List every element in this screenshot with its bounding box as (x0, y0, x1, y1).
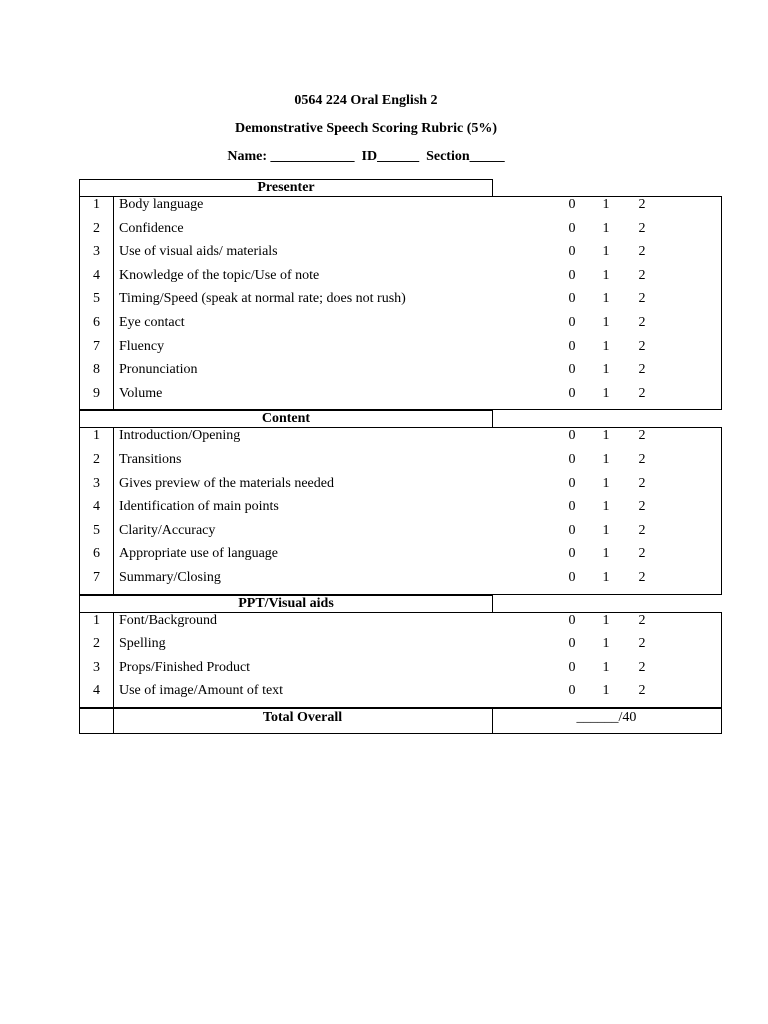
score-option[interactable]: 2 (638, 636, 646, 652)
criterion-label: Fluency (119, 338, 165, 354)
criterion-label: Summary/Closing (119, 569, 221, 585)
criterion-number: 7 (93, 338, 100, 354)
criterion-row (80, 291, 721, 315)
score-option[interactable]: 2 (638, 451, 646, 467)
criterion-label: Identification of main points (119, 499, 279, 515)
criterion-label: Body language (119, 197, 204, 212)
criterion-number: 1 (93, 197, 100, 212)
criterion-number: 2 (93, 636, 100, 652)
section-body (79, 196, 722, 410)
criterion-label: Transitions (119, 451, 182, 467)
score-option[interactable]: 2 (638, 546, 646, 562)
section-title: Content (79, 410, 493, 427)
criterion-row (80, 386, 721, 410)
criterion-label: Use of image/Amount of text (119, 683, 284, 699)
score-option[interactable]: 1 (602, 385, 610, 401)
score-option[interactable]: 2 (638, 683, 646, 699)
criterion-number: 1 (93, 612, 100, 628)
criterion-label: Use of visual aids/ materials (119, 244, 278, 260)
score-option[interactable]: 1 (602, 267, 610, 283)
score-option[interactable]: 0 (568, 314, 576, 330)
criterion-row (80, 523, 721, 547)
criterion-label: Confidence (119, 220, 184, 236)
score-option[interactable]: 0 (568, 291, 576, 307)
section-header (79, 410, 722, 427)
criterion-row (80, 499, 721, 523)
criterion-row (80, 546, 721, 570)
score-option[interactable]: 2 (638, 291, 646, 307)
score-option[interactable]: 1 (602, 522, 610, 538)
score-option[interactable]: 2 (638, 428, 646, 444)
score-option[interactable]: 1 (602, 362, 610, 378)
criterion-number: 4 (93, 499, 100, 515)
score-option[interactable]: 2 (638, 267, 646, 283)
criterion-number: 9 (93, 385, 100, 401)
score-option[interactable]: 1 (602, 338, 610, 354)
section-body (79, 427, 722, 594)
score-option[interactable]: 0 (568, 522, 576, 538)
section-title: PPT/Visual aids (79, 595, 493, 612)
score-option[interactable]: 1 (602, 612, 610, 628)
rubric-title: Demonstrative Speech Scoring Rubric (5%) (234, 121, 498, 136)
score-option[interactable]: 2 (638, 522, 646, 538)
criterion-number: 1 (93, 428, 100, 444)
criterion-number: 6 (93, 546, 100, 562)
score-option[interactable]: 2 (638, 499, 646, 515)
score-option[interactable]: 1 (602, 291, 610, 307)
criterion-label: Eye contact (119, 314, 185, 330)
criterion-label: Props/Finished Product (119, 659, 251, 675)
criterion-label: Clarity/Accuracy (119, 522, 216, 538)
score-option[interactable]: 1 (602, 636, 610, 652)
score-option[interactable]: 1 (602, 451, 610, 467)
criterion-row (80, 362, 721, 386)
criterion-number: 2 (93, 451, 100, 467)
score-option[interactable]: 2 (638, 362, 646, 378)
score-option[interactable]: 2 (638, 314, 646, 330)
criterion-number: 4 (93, 267, 100, 283)
score-option[interactable]: 1 (602, 569, 610, 585)
score-option[interactable]: 1 (602, 244, 610, 260)
total-score-field[interactable]: ______/40 (576, 709, 637, 725)
criterion-row (80, 683, 721, 707)
criterion-row (80, 221, 721, 245)
course-title: 0564 224 Oral English 2 (294, 93, 438, 108)
score-option[interactable]: 2 (638, 385, 646, 401)
criterion-number: 4 (93, 683, 100, 699)
criterion-row (80, 636, 721, 660)
criterion-number: 5 (93, 291, 100, 307)
criterion-number: 3 (93, 659, 100, 675)
criterion-number: 6 (93, 314, 100, 330)
score-option[interactable]: 2 (638, 659, 646, 675)
criterion-row (80, 476, 721, 500)
section-body (79, 612, 722, 708)
score-option[interactable]: 0 (568, 569, 576, 585)
score-option[interactable]: 2 (638, 475, 646, 491)
criterion-label: Pronunciation (119, 362, 198, 378)
criterion-label: Spelling (119, 636, 166, 652)
criterion-label: Volume (119, 385, 163, 401)
score-option[interactable]: 2 (638, 220, 646, 236)
criterion-label: Timing/Speed (speak at normal rate; does not rush) (119, 291, 406, 307)
score-option[interactable]: 0 (568, 385, 576, 401)
score-option[interactable]: 1 (602, 475, 610, 491)
score-option[interactable]: 0 (568, 636, 576, 652)
criterion-row (80, 428, 721, 452)
total-row (79, 708, 722, 734)
score-option[interactable]: 1 (602, 197, 610, 212)
section-header (79, 179, 722, 196)
score-option[interactable]: 0 (568, 475, 576, 491)
score-option[interactable]: 1 (602, 428, 610, 444)
score-option[interactable]: 0 (568, 659, 576, 675)
criterion-number: 8 (93, 362, 100, 378)
criterion-row (80, 268, 721, 292)
score-option[interactable]: 0 (568, 612, 576, 628)
score-option[interactable]: 0 (568, 244, 576, 260)
criterion-row (80, 244, 721, 268)
total-label: Total Overall (262, 709, 343, 725)
criterion-label: Gives preview of the materials needed (119, 475, 334, 491)
score-option[interactable]: 0 (568, 451, 576, 467)
score-option[interactable]: 0 (568, 197, 576, 212)
criterion-label: Introduction/Opening (119, 428, 241, 444)
criterion-row (80, 570, 721, 594)
score-option[interactable]: 0 (568, 428, 576, 444)
score-option[interactable]: 0 (568, 499, 576, 515)
rubric-table (79, 179, 722, 734)
score-option[interactable]: 1 (602, 546, 610, 562)
criterion-number: 5 (93, 522, 100, 538)
score-option[interactable]: 1 (602, 220, 610, 236)
score-option[interactable]: 0 (568, 683, 576, 699)
score-option[interactable]: 1 (602, 659, 610, 675)
criterion-number: 7 (93, 569, 100, 585)
criterion-label: Knowledge of the topic/Use of note (119, 267, 320, 283)
score-option[interactable]: 1 (602, 314, 610, 330)
score-option[interactable]: 2 (638, 197, 646, 212)
criterion-row (80, 452, 721, 476)
section-title: Presenter (79, 179, 493, 196)
criterion-row (80, 339, 721, 363)
score-option[interactable]: 1 (602, 499, 610, 515)
score-option[interactable]: 0 (568, 220, 576, 236)
score-option[interactable]: 0 (568, 338, 576, 354)
score-option[interactable]: 2 (638, 338, 646, 354)
score-option[interactable]: 1 (602, 683, 610, 699)
criterion-label: Font/Background (119, 612, 217, 628)
section-header (79, 595, 722, 612)
criterion-number: 2 (93, 220, 100, 236)
criterion-row (80, 197, 721, 221)
score-option[interactable]: 0 (568, 546, 576, 562)
criterion-label: Appropriate use of language (119, 546, 278, 562)
score-option[interactable]: 2 (638, 569, 646, 585)
criterion-number: 3 (93, 475, 100, 491)
name-id-section-line: Name: ____________ ID______ Section_____ (227, 149, 505, 164)
score-option[interactable]: 2 (638, 244, 646, 260)
score-option[interactable]: 0 (568, 362, 576, 378)
criterion-row (80, 315, 721, 339)
score-option[interactable]: 2 (638, 612, 646, 628)
score-option[interactable]: 0 (568, 267, 576, 283)
criterion-row (80, 660, 721, 684)
criterion-number: 3 (93, 244, 100, 260)
criterion-row (80, 613, 721, 637)
